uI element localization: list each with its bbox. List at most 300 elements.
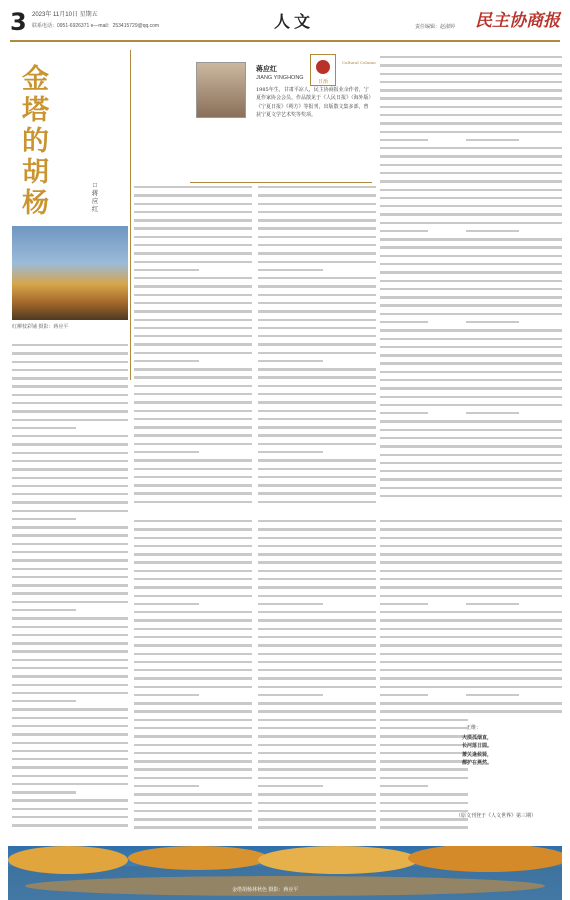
text-line [466, 570, 562, 572]
text-line [12, 493, 128, 495]
text-line [466, 603, 519, 605]
text-line [134, 443, 252, 445]
poem-line: 萧关逢候骑， [462, 751, 493, 758]
text-line [380, 321, 428, 323]
text-line [466, 396, 562, 398]
text-line [466, 487, 562, 489]
text-line [12, 568, 128, 570]
article-title [22, 64, 82, 219]
text-line [466, 636, 562, 638]
text-line [466, 155, 562, 157]
text-line [466, 387, 562, 389]
text-line [134, 826, 252, 828]
text-line [380, 329, 468, 331]
text-line [466, 478, 562, 480]
text-line [258, 244, 376, 246]
text-line [134, 578, 252, 580]
text-line [380, 412, 428, 414]
text-line [12, 402, 128, 404]
text-line [466, 354, 562, 356]
text-line [380, 661, 468, 663]
text-line [258, 826, 376, 828]
text-line [134, 219, 252, 221]
text-line [466, 97, 562, 99]
text-line [380, 371, 468, 373]
text-line [134, 636, 252, 638]
body-column-5 [466, 56, 562, 503]
text-line [12, 824, 128, 826]
text-line [12, 443, 128, 445]
text-line [466, 147, 562, 149]
text-line [466, 661, 562, 663]
text-line [466, 222, 562, 224]
text-line [134, 368, 252, 370]
text-line [380, 346, 468, 348]
text-line [134, 810, 252, 812]
text-line [466, 710, 562, 712]
text-line [134, 644, 252, 646]
text-line [134, 752, 252, 754]
text-line [466, 230, 519, 232]
text-line [134, 277, 252, 279]
text-line [258, 352, 376, 354]
text-line [258, 418, 376, 420]
text-line [12, 708, 128, 710]
text-line [380, 197, 468, 199]
text-line [12, 675, 128, 677]
text-line [258, 376, 376, 378]
text-line [380, 288, 468, 290]
text-line [466, 271, 562, 273]
text-line [380, 155, 468, 157]
text-line [258, 360, 323, 362]
text-line [466, 669, 562, 671]
text-line [466, 545, 562, 547]
text-line [12, 361, 128, 363]
body-column-8 [380, 520, 468, 835]
text-line [380, 56, 468, 58]
text-line [134, 451, 199, 453]
text-line [12, 609, 76, 611]
text-line [466, 89, 562, 91]
article-author: □蒋应红 [91, 182, 99, 213]
text-line [380, 802, 468, 804]
text-line [134, 492, 252, 494]
text-line [258, 186, 376, 188]
text-line [466, 263, 562, 265]
text-line [258, 459, 376, 461]
text-line [134, 537, 252, 539]
text-line [380, 785, 428, 787]
text-line [466, 288, 562, 290]
text-line [134, 360, 199, 362]
text-line [258, 810, 376, 812]
text-line [12, 766, 128, 768]
text-line [466, 520, 562, 522]
text-line [12, 791, 76, 793]
text-line [258, 760, 376, 762]
section-title: 人文 [274, 12, 315, 31]
text-line [466, 122, 562, 124]
text-line [380, 97, 468, 99]
poem-line: 长河落日圆。 [462, 743, 493, 750]
text-line [380, 636, 468, 638]
text-line [466, 462, 562, 464]
text-line [134, 352, 252, 354]
text-line [134, 484, 252, 486]
text-line [380, 777, 468, 779]
text-line [380, 114, 468, 116]
body-column-6 [134, 520, 252, 835]
text-line [134, 501, 252, 503]
text-line [258, 802, 376, 804]
text-line [258, 236, 376, 238]
text-line [466, 379, 562, 381]
text-line [134, 744, 252, 746]
text-line [380, 73, 468, 75]
text-line [258, 669, 376, 671]
text-line [380, 619, 468, 621]
text-line [466, 213, 562, 215]
text-line [380, 246, 468, 248]
poem-author: 王维： [466, 725, 482, 731]
text-line [258, 553, 376, 555]
text-line [466, 64, 562, 66]
text-line [466, 180, 562, 182]
text-line [134, 661, 252, 663]
text-line [466, 420, 562, 422]
text-line [466, 470, 562, 472]
text-line [380, 611, 468, 613]
body-column-2 [134, 186, 252, 509]
text-line [380, 686, 468, 688]
text-line [466, 321, 519, 323]
text-line [134, 595, 252, 597]
text-line [466, 362, 562, 364]
text-line [134, 777, 252, 779]
text-line [380, 495, 468, 497]
title-char: 的 [22, 126, 49, 157]
text-line [134, 677, 252, 679]
text-line [466, 537, 562, 539]
poem-line: 都护在燕然。 [462, 759, 493, 766]
text-line [380, 810, 468, 812]
text-line [258, 252, 376, 254]
text-line [380, 719, 468, 721]
text-line [258, 426, 376, 428]
seal-icon [316, 60, 330, 74]
text-line [12, 758, 128, 760]
author-portrait [196, 62, 246, 118]
text-line [134, 628, 252, 630]
text-line [466, 246, 562, 248]
text-line [12, 601, 128, 603]
text-line [466, 454, 562, 456]
text-line [380, 570, 468, 572]
text-line [134, 702, 252, 704]
text-line [466, 495, 562, 497]
text-line [134, 393, 252, 395]
text-line [134, 426, 252, 428]
text-line [134, 727, 252, 729]
text-line [134, 401, 252, 403]
text-line [380, 561, 468, 563]
text-line [380, 653, 468, 655]
text-line [258, 393, 376, 395]
title-char: 塔 [22, 95, 49, 126]
text-line [380, 694, 428, 696]
text-line [258, 686, 376, 688]
text-line [466, 131, 562, 133]
text-line [466, 653, 562, 655]
photo-caption: 金塔胡杨林秋色 摄影：蒋应平 [232, 887, 299, 893]
text-line [380, 595, 468, 597]
text-line [134, 793, 252, 795]
thumbnail-caption: 红柳枝彩铺 摄影：蒋应平 [12, 324, 69, 330]
text-line [258, 401, 376, 403]
text-line [12, 700, 76, 702]
text-line [380, 727, 468, 729]
text-line [380, 131, 468, 133]
text-line [12, 526, 128, 528]
text-line [380, 147, 468, 149]
text-line [258, 203, 376, 205]
text-line [380, 64, 468, 66]
text-line [134, 603, 199, 605]
text-line [258, 818, 376, 820]
text-line [134, 335, 252, 337]
text-line [134, 302, 252, 304]
text-line [134, 694, 199, 696]
text-line [258, 410, 376, 412]
text-line [134, 818, 252, 820]
newspaper-logo: 民主协商报 [475, 11, 560, 31]
text-line [466, 205, 562, 207]
text-line [258, 211, 376, 213]
text-line [134, 410, 252, 412]
text-line [466, 595, 562, 597]
text-line [466, 561, 562, 563]
text-line [134, 434, 252, 436]
text-line [12, 485, 128, 487]
text-line [258, 451, 323, 453]
text-line [380, 313, 468, 315]
text-line [12, 501, 128, 503]
text-line [466, 280, 562, 282]
text-line [380, 752, 468, 754]
text-line [12, 750, 128, 752]
text-line [380, 81, 468, 83]
text-line [380, 470, 468, 472]
text-line [258, 443, 376, 445]
text-line [134, 459, 252, 461]
author-bio: 1985年生，甘肃平凉人，民主协商报业余作者，宁夏作家协会会员。作品散见于《人民日报》（海外版）《宁夏日报》《朔方》等报刊，出版散文集多部，曾获宁夏文学艺术奖等奖项。 [256, 87, 372, 118]
text-line [380, 271, 468, 273]
column-divider [130, 50, 131, 380]
issue-date: 2023年 11月10日 星期五 [32, 12, 98, 18]
text-line [134, 310, 252, 312]
text-line [380, 677, 468, 679]
text-line [258, 619, 376, 621]
text-line [380, 404, 468, 406]
body-column-4 [380, 56, 468, 503]
text-line [466, 164, 562, 166]
text-line [12, 775, 128, 777]
text-line [380, 586, 468, 588]
text-line [12, 725, 128, 727]
text-line [466, 139, 519, 141]
text-line [258, 327, 376, 329]
text-line [134, 203, 252, 205]
text-line [258, 636, 376, 638]
text-line [258, 561, 376, 563]
title-char: 金 [22, 64, 49, 95]
text-line [258, 434, 376, 436]
text-line [380, 379, 468, 381]
text-line [380, 106, 468, 108]
text-line [258, 310, 376, 312]
text-line [380, 122, 468, 124]
text-line [258, 468, 376, 470]
text-line [258, 595, 376, 597]
text-line [258, 520, 376, 522]
text-line [12, 799, 128, 801]
article-end-note: （原文刊登于《人文世界》第三期） [456, 813, 537, 819]
text-line [258, 302, 376, 304]
text-line [380, 462, 468, 464]
text-line [12, 477, 128, 479]
text-line [12, 634, 128, 636]
text-line [12, 659, 128, 661]
text-line [380, 304, 468, 306]
text-line [258, 476, 376, 478]
text-line [380, 230, 428, 232]
text-line [466, 189, 562, 191]
text-line [12, 369, 128, 371]
text-line [134, 686, 252, 688]
text-line [258, 368, 376, 370]
text-line [466, 677, 562, 679]
column-deco-text: Cultural Column [342, 60, 376, 65]
text-line [134, 211, 252, 213]
text-line [466, 304, 562, 306]
text-line [134, 294, 252, 296]
text-line [466, 429, 562, 431]
text-line [258, 768, 376, 770]
text-line [258, 752, 376, 754]
text-line [134, 385, 252, 387]
text-line [258, 385, 376, 387]
text-line [134, 653, 252, 655]
text-line [466, 694, 519, 696]
text-line [134, 553, 252, 555]
text-line [380, 222, 468, 224]
text-line [380, 818, 468, 820]
text-line [380, 603, 428, 605]
text-line [134, 719, 252, 721]
text-line [12, 352, 128, 354]
text-line [380, 735, 468, 737]
text-line [466, 56, 562, 58]
text-line [12, 452, 128, 454]
text-line [380, 180, 468, 182]
text-line [466, 197, 562, 199]
text-line [466, 702, 562, 704]
poem-line: 大漠孤烟直， [462, 735, 493, 741]
text-line [12, 626, 128, 628]
text-line [466, 528, 562, 530]
text-line [12, 592, 128, 594]
text-line [380, 578, 468, 580]
text-line [380, 760, 468, 762]
text-line [380, 768, 468, 770]
text-line [12, 692, 128, 694]
text-line [380, 545, 468, 547]
text-line [258, 611, 376, 613]
text-line [466, 255, 562, 257]
text-line [466, 553, 562, 555]
text-line [258, 719, 376, 721]
text-line [466, 628, 562, 630]
text-line [12, 427, 76, 429]
text-line [134, 760, 252, 762]
text-line [12, 510, 128, 512]
text-line [134, 570, 252, 572]
text-line [466, 238, 562, 240]
text-line [380, 710, 468, 712]
text-line [380, 354, 468, 356]
text-line [258, 744, 376, 746]
poem [462, 734, 562, 767]
text-line [12, 394, 128, 396]
text-line [466, 445, 562, 447]
text-line [466, 686, 562, 688]
text-line [258, 501, 376, 503]
text-line [258, 710, 376, 712]
text-line [380, 280, 468, 282]
text-line [258, 702, 376, 704]
text-line [380, 528, 468, 530]
text-line [258, 661, 376, 663]
text-line [134, 418, 252, 420]
text-line [258, 294, 376, 296]
text-line [258, 628, 376, 630]
text-line [258, 285, 376, 287]
text-line [466, 338, 562, 340]
contact-info: 联系电话：0951-6926371 e—mail：253415729@qq.com [32, 23, 160, 29]
text-line [134, 186, 252, 188]
text-line [134, 261, 252, 263]
text-line [380, 205, 468, 207]
text-line [134, 252, 252, 254]
text-line [466, 611, 562, 613]
text-line [258, 586, 376, 588]
text-line [380, 172, 468, 174]
text-line [466, 73, 562, 75]
text-line [380, 628, 468, 630]
text-line [258, 727, 376, 729]
text-line [12, 551, 128, 553]
text-line [466, 404, 562, 406]
text-line [258, 484, 376, 486]
text-line [380, 669, 468, 671]
text-line [258, 277, 376, 279]
text-line [380, 487, 468, 489]
text-line [258, 528, 376, 530]
text-line [380, 644, 468, 646]
text-line [258, 578, 376, 580]
text-line [466, 586, 562, 588]
